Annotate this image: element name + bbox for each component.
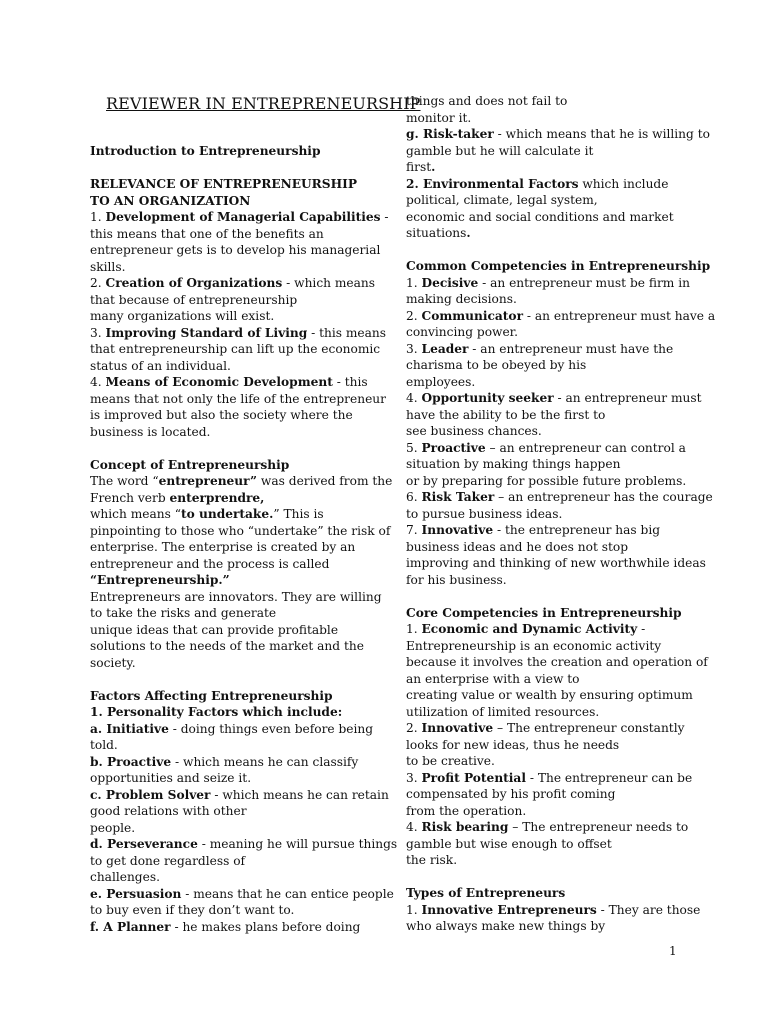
text-line — [90, 523, 391, 540]
text-line — [90, 737, 365, 754]
text-line — [406, 308, 716, 325]
text: – an entrepreneur has the courage — [494, 490, 713, 504]
text-line — [90, 226, 365, 243]
text: Entrepreneurs are innovators. They are willing — [90, 589, 382, 604]
text-line — [90, 886, 394, 903]
text-line — [406, 456, 686, 473]
bold-text: . — [466, 226, 471, 240]
text: - means that he can entice people — [181, 886, 394, 901]
text: The word “ — [90, 474, 159, 488]
bold-text: 2. Environmental Factors — [406, 176, 579, 191]
blank-line — [90, 671, 365, 688]
text: good relations with other — [90, 804, 247, 818]
text-line — [406, 192, 686, 209]
text: 3. — [406, 341, 422, 356]
text-line — [406, 143, 686, 160]
text: looks for new ideas, thus he needs — [406, 737, 620, 752]
text: monitor it. — [406, 110, 472, 125]
text-line — [90, 704, 365, 721]
text-line — [406, 522, 686, 539]
text: opportunities and seize it. — [90, 771, 252, 785]
text: - which means — [282, 276, 376, 290]
text-line — [90, 919, 365, 936]
text-line — [90, 391, 386, 408]
text: economic and social conditions and market — [406, 209, 674, 224]
text-line — [90, 589, 382, 606]
text-line — [406, 836, 686, 853]
text: 1. — [406, 622, 422, 636]
text-line — [90, 902, 365, 919]
text: - meaning he will pursue things — [197, 837, 398, 851]
text: improving and thinking of new worthwhile ideas — [406, 556, 706, 570]
text: utilization of limited resources. — [406, 704, 600, 719]
text-line — [406, 605, 686, 622]
text-line — [90, 754, 365, 771]
text: 1. — [406, 902, 422, 917]
bold-text: d. Perseverance — [90, 837, 198, 851]
text: that because of entrepreneurship — [90, 292, 298, 307]
text-line — [90, 292, 365, 309]
text: - which means he can retain — [210, 787, 389, 802]
text-line — [90, 853, 365, 870]
text: solutions to the needs of the market and the — [90, 639, 364, 653]
blank-line — [406, 242, 686, 259]
text: - the entrepreneur has big — [493, 523, 661, 537]
text: situation by making things happen — [406, 457, 621, 471]
text-line — [406, 885, 686, 902]
bold-text: Types of Entrepreneurs — [406, 886, 566, 900]
text: or by preparing for possible future problems. — [406, 473, 687, 488]
text-line — [90, 424, 365, 441]
right-column — [406, 93, 716, 935]
text: things and does not fail to — [406, 94, 568, 108]
text: French verb — [90, 490, 170, 505]
bold-text: TO AN ORGANIZATION — [90, 193, 251, 208]
bold-text: Innovative Entrepreneurs — [421, 902, 597, 917]
text-line — [90, 407, 365, 424]
text-line — [406, 275, 690, 292]
text: the risk. — [406, 853, 458, 867]
bold-text: Profit Potential — [421, 770, 526, 785]
text-line — [406, 374, 686, 391]
text-line — [406, 473, 686, 490]
text-line — [90, 572, 365, 589]
text-line — [90, 638, 365, 655]
bold-text: f. A Planner — [90, 919, 171, 934]
text: - an entrepreneur must have a — [523, 308, 716, 323]
text: unique ideas that can provide profitable — [90, 622, 339, 637]
bold-text: to undertake. — [180, 507, 274, 521]
text-line — [90, 836, 398, 853]
text: which means “ — [90, 507, 181, 521]
text-line — [90, 490, 365, 507]
text-line — [406, 737, 686, 754]
bold-text: . — [431, 160, 436, 174]
text-line — [90, 506, 365, 523]
text-line — [406, 819, 689, 836]
text-line — [90, 688, 365, 705]
text-line — [90, 325, 387, 342]
text: 2. — [406, 308, 422, 323]
text: to take the risks and generate — [90, 606, 277, 620]
text: told. — [90, 738, 118, 752]
text: - this — [332, 375, 368, 389]
bold-text: Factors Affecting Entrepreneurship — [90, 688, 333, 703]
blank-line — [406, 869, 686, 886]
text: 2. — [406, 721, 422, 735]
text: enterprise. The enterprise is created by an — [90, 540, 356, 554]
text-line — [90, 242, 381, 259]
bold-text: Core Competencies in Entrepreneurship — [406, 605, 682, 620]
text: - They are those — [596, 902, 701, 917]
text: to get done regardless of — [90, 853, 246, 868]
text: which include — [578, 176, 669, 191]
text: 4. — [406, 391, 422, 405]
text: 4. — [90, 375, 106, 389]
text: - which means that he is willing to — [493, 127, 710, 141]
text-line — [406, 324, 686, 341]
bold-text: e. Persuasion — [90, 886, 182, 901]
text: society. — [90, 655, 136, 670]
text: was derived from the — [257, 474, 393, 488]
text: compensated by his profit coming — [406, 787, 616, 801]
text: first — [406, 160, 432, 174]
blank-line — [406, 588, 686, 605]
text: this means that one of the benefits an — [90, 226, 324, 241]
text: means that not only the life of the entrepreneur — [90, 391, 386, 406]
text-line — [90, 539, 365, 556]
bold-text: Means of Economic Development — [105, 375, 333, 389]
bold-text: Common Competencies in Entrepreneurship — [406, 259, 711, 273]
blank-line — [90, 440, 365, 457]
text: business ideas and he does not stop — [406, 539, 629, 554]
text: - an entrepreneur must — [553, 391, 702, 405]
text: entrepreneur and the process is called — [90, 556, 330, 571]
text: 1. — [90, 210, 106, 224]
text: status of an individual. — [90, 358, 231, 373]
text-line — [406, 852, 686, 869]
text: - — [637, 622, 646, 636]
text-line — [90, 655, 365, 672]
bold-text: g. Risk-taker — [406, 127, 494, 141]
text: 2. — [90, 276, 106, 290]
text-line — [406, 902, 701, 919]
text: who always make new things by — [406, 919, 606, 933]
bold-text: Improving Standard of Living — [105, 325, 308, 340]
text: that entrepreneurship can lift up the economic — [90, 342, 381, 356]
text-line — [90, 143, 365, 160]
text: business is located. — [90, 424, 211, 439]
text: gamble but he will calculate it — [406, 143, 594, 158]
text: - an entrepreneur must be firm in — [478, 275, 690, 290]
bold-text: Communicator — [421, 308, 523, 323]
text: – The entrepreneur needs to — [508, 820, 689, 834]
text: making decisions. — [406, 292, 517, 306]
text-line — [406, 159, 686, 176]
text: from the operation. — [406, 803, 527, 818]
bold-text: c. Problem Solver — [90, 787, 211, 802]
bold-text: a. Initiative — [90, 721, 169, 736]
text-line — [90, 473, 393, 490]
text: 3. — [90, 325, 106, 340]
text-line — [90, 803, 365, 820]
text: many organizations will exist. — [90, 309, 275, 323]
text-line — [406, 258, 711, 275]
text-line — [406, 489, 713, 506]
text-line — [406, 572, 686, 589]
text: to pursue business ideas. — [406, 506, 563, 521]
text-line — [406, 638, 686, 655]
text-line — [406, 423, 686, 440]
text-line — [406, 225, 686, 242]
text: 6. — [406, 490, 422, 504]
text: 3. — [406, 770, 422, 785]
text-line — [406, 209, 686, 226]
text: an enterprise with a view to — [406, 671, 580, 686]
text: have the ability to be the first to — [406, 407, 606, 422]
bold-text: “Entrepreneurship.” — [90, 573, 230, 587]
bold-text: Introduction to Entrepreneurship — [90, 144, 321, 158]
text-line — [406, 803, 686, 820]
text: - which means he can classify — [171, 754, 359, 769]
text: employees. — [406, 374, 476, 389]
text-line — [406, 753, 686, 770]
text: creating value or wealth by ensuring optimum — [406, 688, 693, 702]
bold-text: Economic and Dynamic Activity — [421, 622, 638, 636]
document-title: REVIEWER IN ENTREPRENEURSHIP — [106, 94, 421, 113]
text-line — [90, 457, 365, 474]
text: to buy even if they don’t want to. — [90, 903, 295, 917]
bold-text: Creation of Organizations — [105, 276, 283, 290]
text: entrepreneur gets is to develop his managerial — [90, 243, 381, 257]
text-line — [90, 193, 365, 210]
text-line — [90, 308, 365, 325]
text: 4. — [406, 820, 422, 834]
bold-text: entrepreneur” — [158, 474, 258, 488]
text: political, climate, legal system, — [406, 193, 598, 207]
text: – The entrepreneur constantly — [493, 721, 685, 735]
bold-text: Leader — [421, 341, 469, 356]
bold-text: Opportunity seeker — [421, 391, 554, 405]
bold-text: 1. Personality Factors which include: — [90, 705, 343, 719]
text: - this means — [307, 325, 387, 340]
text-line — [90, 259, 365, 276]
text-line — [406, 539, 686, 556]
page-number: 1 — [669, 944, 677, 958]
text: to be creative. — [406, 754, 495, 768]
bold-text: Innovative — [421, 721, 494, 735]
text-line — [406, 291, 686, 308]
text-line — [90, 358, 365, 375]
text: – an entrepreneur can control a — [485, 440, 686, 455]
text: because it involves the creation and operation of — [406, 655, 708, 669]
text: - doing things even before being — [168, 721, 374, 736]
text-line — [406, 654, 708, 671]
text-line — [90, 556, 365, 573]
text: 7. — [406, 523, 422, 537]
text: situations — [406, 226, 467, 240]
text: people. — [90, 820, 136, 835]
text: is improved but also the society where the — [90, 408, 353, 422]
text-line — [406, 407, 686, 424]
text-line — [90, 869, 365, 886]
text-line — [406, 110, 686, 127]
text-line — [90, 374, 368, 391]
text-line — [406, 555, 706, 572]
bold-text: Development of Managerial Capabilities — [105, 210, 381, 224]
bold-text: Risk Taker — [421, 490, 495, 504]
text: 1. — [406, 275, 422, 290]
text-line — [406, 621, 686, 638]
text-line — [90, 176, 365, 193]
bold-text: b. Proactive — [90, 754, 172, 769]
bold-text: Concept of Entrepreneurship — [90, 457, 290, 472]
text-line — [406, 176, 686, 193]
text: - an entrepreneur must have the — [468, 341, 674, 356]
text: - — [380, 210, 389, 224]
text: convincing power. — [406, 325, 519, 339]
text-line — [406, 341, 686, 358]
bold-text: Decisive — [421, 275, 479, 290]
text-line — [406, 770, 693, 787]
text: challenges. — [90, 870, 160, 884]
text: 5. — [406, 440, 422, 455]
text-line — [90, 605, 365, 622]
text-line — [406, 440, 686, 457]
text-line — [90, 770, 365, 787]
text-line — [90, 721, 374, 738]
bold-text: Risk bearing — [421, 820, 509, 834]
text: see business chances. — [406, 424, 542, 438]
text: ” This is — [273, 507, 324, 521]
text: charisma to be obeyed by his — [406, 358, 587, 372]
text-line — [406, 918, 686, 935]
text: gamble but wise enough to offset — [406, 836, 612, 851]
text: pinpointing to those who “undertake” the risk of — [90, 523, 391, 538]
text-line — [90, 341, 381, 358]
text-line — [406, 786, 686, 803]
bold-text: RELEVANCE OF ENTREPRENEURSHIP — [90, 177, 357, 191]
text-line — [406, 126, 710, 143]
left-column — [90, 143, 398, 935]
text-line — [90, 820, 365, 837]
text: - he makes plans before doing — [170, 919, 361, 934]
text-line — [406, 687, 693, 704]
bold-text: enterprendre, — [169, 490, 265, 505]
text: - The entrepreneur can be — [525, 770, 693, 785]
text-line — [406, 390, 702, 407]
text: skills. — [90, 259, 126, 274]
text-line — [90, 275, 376, 292]
text-line — [90, 622, 365, 639]
text-line — [90, 787, 389, 804]
text-line — [406, 720, 686, 737]
bold-text: Innovative — [421, 523, 494, 537]
bold-text: Proactive — [421, 440, 486, 455]
blank-line — [90, 160, 365, 177]
text-line — [406, 704, 686, 721]
text-line — [406, 506, 686, 523]
text-line — [406, 93, 686, 110]
text-line — [406, 671, 686, 688]
text-line — [406, 357, 686, 374]
text: Entrepreneurship is an economic activity — [406, 638, 662, 653]
text-line — [90, 209, 389, 226]
text: for his business. — [406, 572, 507, 587]
